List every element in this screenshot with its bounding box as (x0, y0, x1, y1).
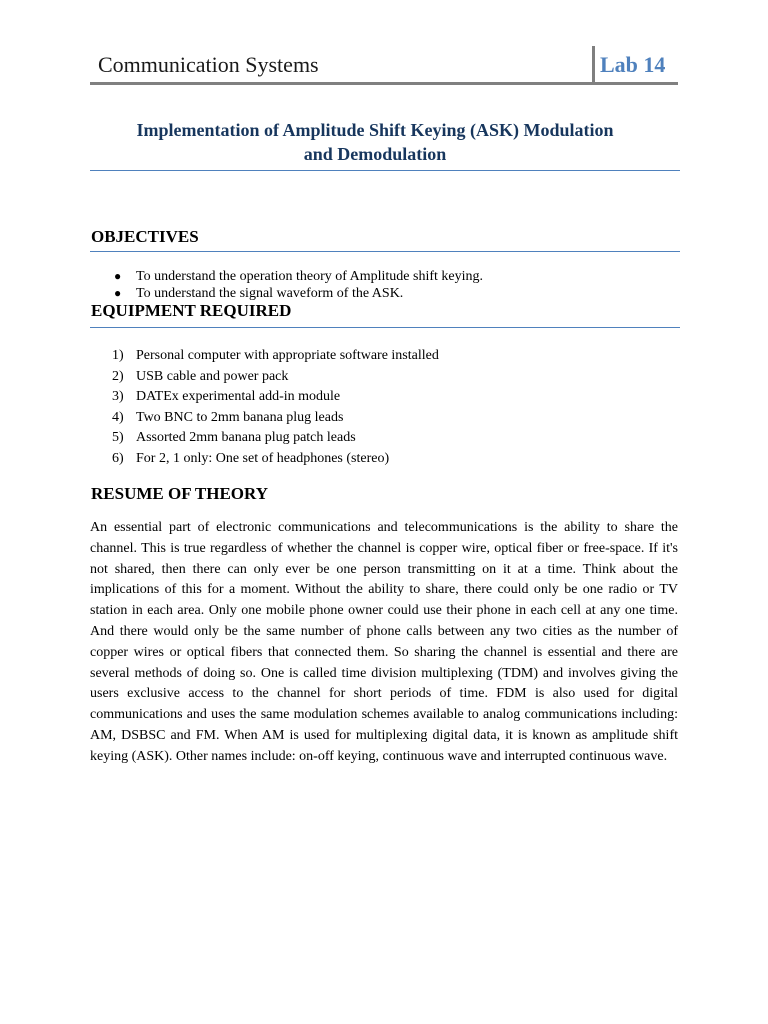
list-item: 6) For 2, 1 only: One set of headphones (stereo) (112, 450, 390, 466)
title-line-1: Implementation of Amplitude Shift Keying (ASK) Modulation (136, 120, 614, 140)
list-item: 3) DATEx experimental add-in module (112, 389, 341, 405)
objectives-list (112, 268, 483, 302)
bullet-icon: ● (114, 269, 122, 283)
theory-paragraph: An essential part of electronic communications and telecommunications is the ability to share the channel. This is true regardless of whether the channel is copper wire, optical fiber or free-space. If it's not shared, then there can only ever be one person transmitting on it at a time. Think about the implications of this for a moment. Without the ability to share, there could only be one radio or TV station in each area. Only one mobile phone owner could use their phone in each cell at any one time. And there would only be the same number of phone calls between any two cities as the number of copper wires or optical fibers that connected them. So sharing the channel is essential and there are several methods of doing so. One is called time division multiplexing (TDM) and involves giving the users exclusive access to the channel for short periods of time. FDM is also used for digital communications and uses the same modulation schemes available to analog communications including: AM, DSBSC and FM. When AM is used for multiplexing digital data, it is known as amplitude shift keying (ASK). Other names include: on-off keying, continuous wave and interrupted continuous wave. (90, 520, 678, 764)
list-item: ● To understand the operation theory of Amplitude shift keying. (114, 269, 484, 284)
equipment-heading: EQUIPMENT REQUIRED (91, 301, 292, 320)
bullet-icon: ● (114, 286, 122, 300)
list-item: 2) USB cable and power pack (112, 368, 289, 384)
objectives-rule (90, 251, 680, 252)
equipment-list (112, 346, 439, 470)
header-rule (90, 82, 678, 85)
header-divider (592, 46, 595, 84)
theory-heading: RESUME OF THEORY (91, 484, 268, 503)
list-item: 5) Assorted 2mm banana plug patch leads (112, 430, 356, 446)
document-title (90, 118, 660, 166)
list-item: 1) Personal computer with appropriate software installed (112, 348, 439, 363)
lab-number: Lab 14 (600, 52, 666, 77)
list-item: 4) Two BNC to 2mm banana plug leads (112, 409, 344, 425)
course-title: Communication Systems (98, 52, 319, 77)
page-header (90, 46, 678, 84)
objectives-heading: OBJECTIVES (91, 227, 199, 246)
title-line-2: and Demodulation (303, 144, 447, 164)
title-rule (90, 170, 680, 171)
list-item: ● To understand the signal waveform of the ASK. (114, 286, 404, 301)
equipment-rule (90, 327, 680, 328)
